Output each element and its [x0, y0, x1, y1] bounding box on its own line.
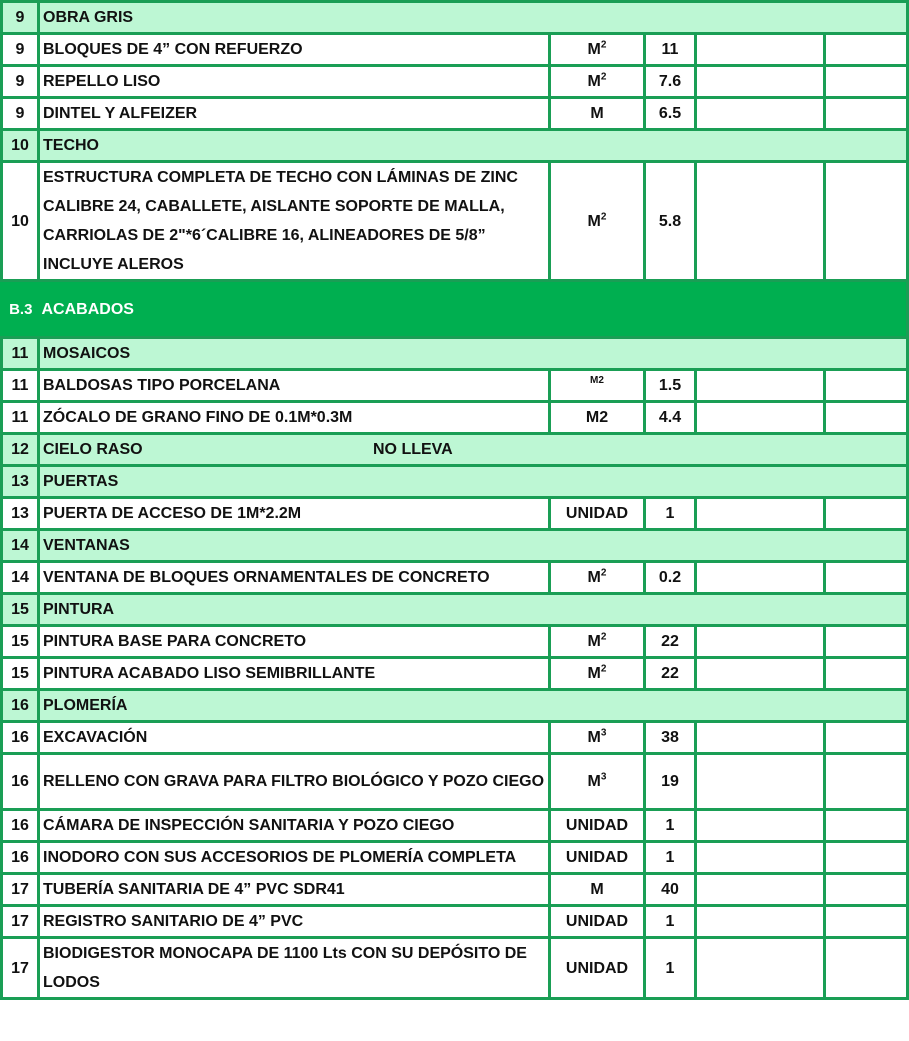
group-title: TECHO [39, 130, 908, 162]
item-number: 13 [2, 498, 39, 530]
item-quantity: 1 [645, 938, 696, 999]
item-quantity: 0.2 [645, 562, 696, 594]
item-unit [550, 562, 645, 594]
table-row [2, 370, 908, 402]
group-row [2, 434, 908, 466]
item-number: 16 [2, 810, 39, 842]
item-unit: UNIDAD [550, 810, 645, 842]
unit-price-cell[interactable] [696, 162, 825, 281]
item-number: 13 [2, 466, 39, 498]
item-description: REPELLO LISO [39, 66, 550, 98]
unit-price-cell[interactable] [696, 810, 825, 842]
section-header-row [2, 281, 908, 338]
total-cell[interactable] [825, 562, 908, 594]
unit-price-cell[interactable] [696, 498, 825, 530]
item-unit: UNIDAD [550, 938, 645, 999]
table-row [2, 562, 908, 594]
item-unit: M [550, 874, 645, 906]
unit-base: M2 [590, 375, 604, 386]
table-row [2, 874, 908, 906]
group-row [2, 338, 908, 370]
table-row [2, 938, 908, 999]
unit-price-cell[interactable] [696, 906, 825, 938]
total-cell[interactable] [825, 66, 908, 98]
unit-price-cell[interactable] [696, 370, 825, 402]
section-title: ACABADOS [39, 281, 908, 338]
table-row [2, 66, 908, 98]
unit-price-cell[interactable] [696, 938, 825, 999]
item-description: PUERTA DE ACCESO DE 1M*2.2M [39, 498, 550, 530]
item-description: PINTURA ACABADO LISO SEMIBRILLANTE [39, 658, 550, 690]
unit-base: M [587, 569, 601, 586]
total-cell[interactable] [825, 938, 908, 999]
group-row [2, 530, 908, 562]
item-unit [550, 722, 645, 754]
item-number: 14 [2, 562, 39, 594]
item-description: VENTANA DE BLOQUES ORNAMENTALES DE CONCRETO [39, 562, 550, 594]
item-unit: M [550, 98, 645, 130]
unit-price-cell[interactable] [696, 626, 825, 658]
group-row [2, 130, 908, 162]
unit-price-cell[interactable] [696, 722, 825, 754]
unit-price-cell[interactable] [696, 562, 825, 594]
item-unit: UNIDAD [550, 842, 645, 874]
item-number: 17 [2, 906, 39, 938]
item-quantity: 19 [645, 754, 696, 810]
item-quantity: 1 [645, 498, 696, 530]
item-number: 17 [2, 938, 39, 999]
group-title-cell [39, 434, 908, 466]
item-number: 9 [2, 2, 39, 34]
total-cell[interactable] [825, 370, 908, 402]
unit-price-cell[interactable] [696, 98, 825, 130]
item-number: 11 [2, 338, 39, 370]
unit-price-cell[interactable] [696, 658, 825, 690]
total-cell[interactable] [825, 626, 908, 658]
item-number: 15 [2, 594, 39, 626]
item-number: 14 [2, 530, 39, 562]
item-number: 11 [2, 402, 39, 434]
item-unit [550, 370, 645, 402]
unit-price-cell[interactable] [696, 34, 825, 66]
table-row [2, 906, 908, 938]
item-quantity: 7.6 [645, 66, 696, 98]
group-title: PLOMERÍA [39, 690, 908, 722]
unit-base: M [587, 633, 601, 650]
unit-price-cell[interactable] [696, 754, 825, 810]
item-unit: UNIDAD [550, 498, 645, 530]
table-row [2, 754, 908, 810]
unit-price-cell[interactable] [696, 66, 825, 98]
unit-exponent: 2 [600, 663, 607, 675]
total-cell[interactable] [825, 722, 908, 754]
item-number: 16 [2, 722, 39, 754]
unit-base: M [587, 773, 601, 790]
item-number: 9 [2, 34, 39, 66]
item-number: 10 [2, 130, 39, 162]
item-number: 17 [2, 874, 39, 906]
unit-exponent: 3 [600, 771, 607, 783]
group-row [2, 2, 908, 34]
unit-base: M [587, 729, 601, 746]
group-title: PUERTAS [39, 466, 908, 498]
unit-exponent: 2 [600, 567, 607, 579]
item-quantity: 40 [645, 874, 696, 906]
section-code: B.3 [2, 281, 39, 338]
item-description: ZÓCALO DE GRANO FINO DE 0.1M*0.3M [39, 402, 550, 434]
item-number: 15 [2, 626, 39, 658]
unit-base: M [587, 73, 601, 90]
item-unit: M2 [550, 402, 645, 434]
item-description: BLOQUES DE 4” CON REFUERZO [39, 34, 550, 66]
unit-base: M [587, 41, 601, 58]
item-quantity: 1.5 [645, 370, 696, 402]
table-row [2, 658, 908, 690]
item-description: CÁMARA DE INSPECCIÓN SANITARIA Y POZO CIEGO [39, 810, 550, 842]
group-title: VENTANAS [39, 530, 908, 562]
group-title: CIELO RASO [43, 441, 143, 458]
item-quantity: 22 [645, 626, 696, 658]
item-quantity: 11 [645, 34, 696, 66]
item-description: ESTRUCTURA COMPLETA DE TECHO CON LÁMINAS DE ZINC CALIBRE 24, CABALLETE, AISLANTE SOPORTE DE MALLA, CARRIOLAS DE 2"*6´CALIBRE 16, ALINEADORES DE 5/8” INCLUYE ALEROS [39, 162, 550, 281]
item-number: 12 [2, 434, 39, 466]
total-cell[interactable] [825, 874, 908, 906]
item-unit [550, 34, 645, 66]
item-number: 10 [2, 162, 39, 281]
item-number: 15 [2, 658, 39, 690]
table-row [2, 498, 908, 530]
total-cell[interactable] [825, 658, 908, 690]
table-row [2, 626, 908, 658]
table-row [2, 162, 908, 281]
item-unit: UNIDAD [550, 906, 645, 938]
total-cell[interactable] [825, 98, 908, 130]
group-row [2, 690, 908, 722]
total-cell[interactable] [825, 754, 908, 810]
unit-price-cell[interactable] [696, 874, 825, 906]
item-unit [550, 66, 645, 98]
item-description: INODORO CON SUS ACCESORIOS DE PLOMERÍA COMPLETA [39, 842, 550, 874]
total-cell[interactable] [825, 810, 908, 842]
item-quantity: 6.5 [645, 98, 696, 130]
unit-price-cell[interactable] [696, 402, 825, 434]
total-cell[interactable] [825, 906, 908, 938]
item-description: RELLENO CON GRAVA PARA FILTRO BIOLÓGICO Y POZO CIEGO [39, 754, 550, 810]
item-description: BALDOSAS TIPO PORCELANA [39, 370, 550, 402]
item-quantity: 22 [645, 658, 696, 690]
unit-base: M [587, 665, 601, 682]
item-number: 9 [2, 98, 39, 130]
item-number: 16 [2, 690, 39, 722]
item-description: BIODIGESTOR MONOCAPA DE 1100 Lts CON SU DEPÓSITO DE LODOS [39, 938, 550, 999]
item-unit [550, 626, 645, 658]
total-cell[interactable] [825, 162, 908, 281]
table-row [2, 402, 908, 434]
item-unit [550, 162, 645, 281]
item-unit [550, 658, 645, 690]
item-quantity: 1 [645, 810, 696, 842]
item-description: DINTEL Y ALFEIZER [39, 98, 550, 130]
group-title: OBRA GRIS [39, 2, 908, 34]
not-applicable-note: NO LLEVA [373, 441, 453, 458]
unit-exponent: 2 [600, 631, 607, 643]
table-row [2, 810, 908, 842]
table-row [2, 34, 908, 66]
table-row [2, 98, 908, 130]
item-number: 16 [2, 842, 39, 874]
item-number: 16 [2, 754, 39, 810]
total-cell[interactable] [825, 842, 908, 874]
total-cell[interactable] [825, 34, 908, 66]
item-unit [550, 754, 645, 810]
item-description: EXCAVACIÓN [39, 722, 550, 754]
unit-exponent: 3 [600, 727, 607, 739]
group-row [2, 466, 908, 498]
unit-price-cell[interactable] [696, 842, 825, 874]
item-description: TUBERÍA SANITARIA DE 4” PVC SDR41 [39, 874, 550, 906]
unit-exponent: 2 [600, 71, 607, 83]
item-number: 11 [2, 370, 39, 402]
unit-base: M [587, 212, 601, 230]
item-quantity: 5.8 [645, 162, 696, 281]
item-quantity: 1 [645, 906, 696, 938]
unit-exponent: 2 [600, 211, 607, 223]
unit-exponent: 2 [600, 39, 607, 51]
group-row [2, 594, 908, 626]
item-quantity: 1 [645, 842, 696, 874]
total-cell[interactable] [825, 402, 908, 434]
item-number: 9 [2, 66, 39, 98]
group-title: MOSAICOS [39, 338, 908, 370]
total-cell[interactable] [825, 498, 908, 530]
item-quantity: 38 [645, 722, 696, 754]
group-title: PINTURA [39, 594, 908, 626]
table-row [2, 722, 908, 754]
item-description: PINTURA BASE PARA CONCRETO [39, 626, 550, 658]
table-row [2, 842, 908, 874]
item-description: REGISTRO SANITARIO DE 4” PVC [39, 906, 550, 938]
item-quantity: 4.4 [645, 402, 696, 434]
